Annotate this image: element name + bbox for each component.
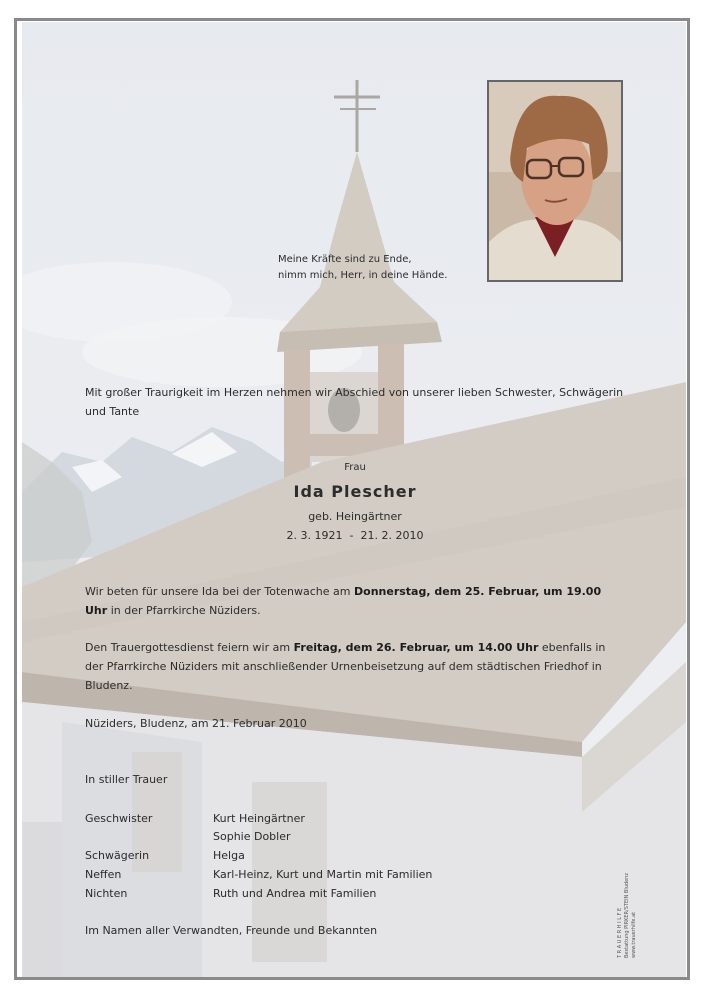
- birth-name: geb. Heingärtner: [308, 510, 402, 523]
- wake-text: [85, 582, 625, 620]
- intro-text: Mit großer Traurigkeit im Herzen nehmen wir Abschied von unserer lieben Schwester, Schwägerin und Tante: [85, 386, 624, 418]
- place-date: Nüziders, Bludenz, am 21. Februar 2010: [85, 717, 307, 730]
- mourning-line: In stiller Trauer: [85, 773, 168, 786]
- mass-text-pre: Den Trauergottesdienst feiern wir am: [85, 641, 294, 654]
- relative-name: Sophie Dobler: [213, 830, 291, 843]
- relative-name: Kurt Heingärtner: [213, 812, 305, 825]
- closing-line: Im Namen aller Verwandten, Freunde und Bekannten: [85, 924, 378, 937]
- portrait-photo: [487, 80, 623, 282]
- deceased-name: Ida Plescher: [293, 482, 417, 501]
- wake-text-pre: Wir beten für unsere Ida bei der Totenwache am: [85, 585, 355, 598]
- funeral-home-imprint: [617, 873, 638, 958]
- mass-text: [85, 638, 625, 695]
- relative-name: Helga: [213, 849, 245, 862]
- life-dates: 2. 3. 1921 - 21. 2. 2010: [286, 529, 424, 542]
- verse-line-2: nimm mich, Herr, in deine Hände.: [278, 270, 448, 281]
- salutation: Frau: [344, 462, 366, 473]
- imprint-line-2: Bestattung PIRKER/STEIN Bludenz: [624, 873, 630, 958]
- relative-label-siblings: Geschwister: [85, 812, 153, 825]
- relative-name: Karl-Heinz, Kurt und Martin mit Familien: [213, 868, 433, 881]
- relative-label-nieces: Nichten: [85, 887, 128, 900]
- mass-time: Freitag, dem 26. Februar, um 14.00 Uhr: [293, 641, 539, 654]
- verse-line-1: Meine Kräfte sind zu Ende,: [278, 254, 412, 265]
- relative-label-nephews: Neffen: [85, 868, 122, 881]
- relative-name: Ruth und Andrea mit Familien: [213, 887, 377, 900]
- wake-text-post: in der Pfarrkirche Nüziders.: [107, 604, 261, 617]
- relative-label-sister-in-law: Schwägerin: [85, 849, 150, 862]
- mass-text-post: ebenfalls in der Pfarrkirche Nüziders mit anschließender Urnenbeisetzung auf dem städtischen Friedhof in Bludenz.: [85, 641, 606, 692]
- imprint-line-3: www.trauerhilfe.at: [631, 911, 637, 958]
- imprint-line-1: T R A U E R H I L F E: [617, 907, 623, 958]
- wake-time: Donnerstag, dem 25. Februar, um 19.00 Uhr: [85, 585, 602, 617]
